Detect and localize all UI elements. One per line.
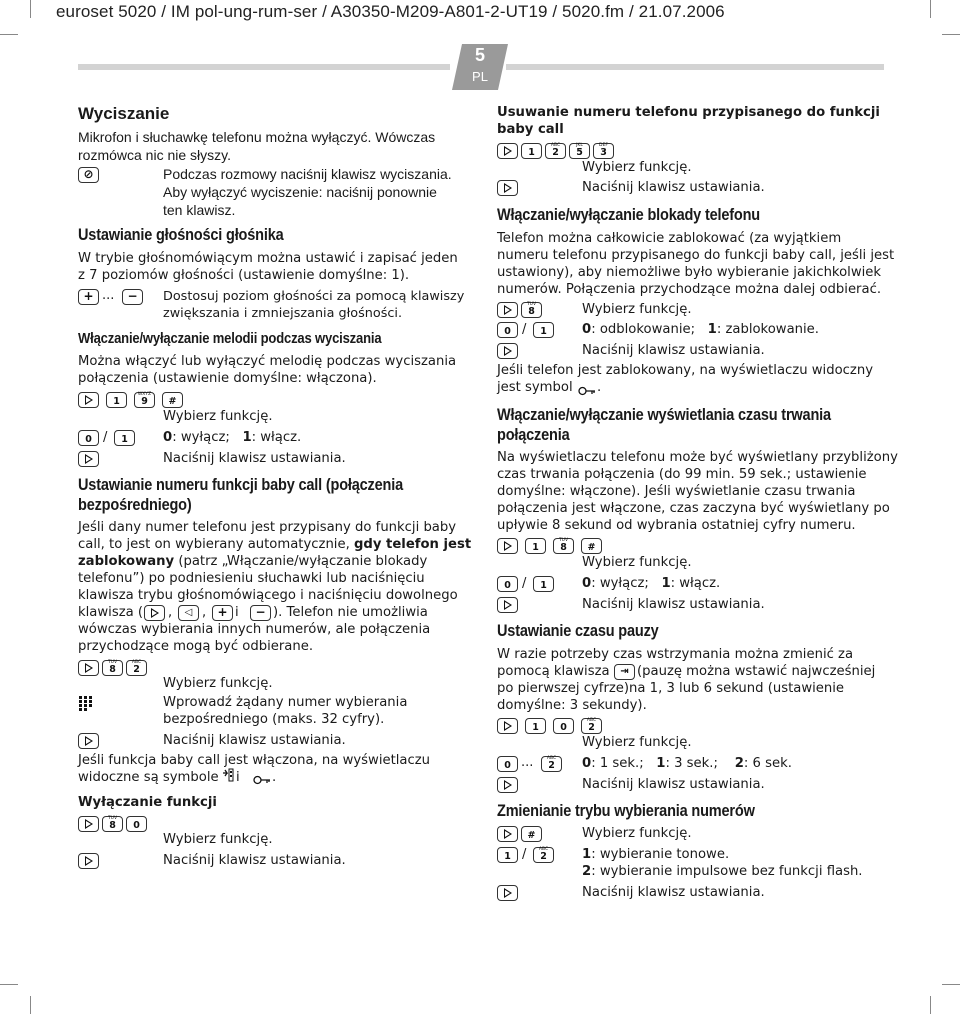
section-title-off: Wyłączanie funkcji [78,795,217,810]
text-fragment: (pauzę można wstawić najwcześniej [637,664,876,679]
menu-key [497,718,518,734]
paragraph-line: Mikrofon i słuchawkę telefonu można wyłączyć. Wówczas [78,129,436,145]
menu-key [78,451,99,467]
paragraph-line: numerów. Połączenia przychodzące można dalej odbierać. [497,282,882,297]
digit-key-0: 0 [78,430,99,446]
hash-key: # [521,826,542,842]
digit-key-1: 1 [521,143,542,159]
section-title-volume: Ustawianie głośności głośnika [78,226,284,244]
text-fragment: . [597,380,602,395]
pause-key [614,664,635,680]
paragraph-line: Na wyświetlaczu telefonu może być wyświetlany przybliżony [497,450,898,465]
digit-key-1: 1 [497,847,518,863]
page-rule-left [78,64,450,70]
step-text: Wybierz funkcję. [163,409,273,424]
minus-icon: − [127,289,138,303]
section-title-mute: Wyciszanie [78,104,170,123]
crop-mark [942,984,960,985]
digit-key-5: JKL 5 [569,143,590,159]
digit-key-2: ABC 2 [126,660,147,676]
digit-key-2: ABC 2 [581,718,602,734]
volume-up-key [212,605,233,621]
digit-key-1: 1 [533,576,554,592]
section-title-babycall-cont: bezpośredniego) [78,496,192,514]
digit-key-2: ABC 2 [533,847,554,863]
step-text: Naciśnij klawisz ustawiania. [582,777,765,792]
volume-down-key [250,605,271,621]
comma: , [202,605,207,620]
volume-up-key [78,289,99,305]
step-text: Wprowadź żądany numer wybierania [163,695,408,710]
step-text: Naciśnij klawisz ustawiania. [582,885,765,900]
digit-key-2: ABC 2 [545,143,566,159]
paragraph-line: W trybie głośnomówiącym można ustawić i zapisać jeden [78,251,458,266]
crop-mark [0,984,18,985]
step-text: Naciśnij klawisz ustawiania. [582,597,765,612]
range-dots: ... [521,755,534,770]
step-text: Naciśnij klawisz ustawiania. [163,733,346,748]
slash: / [522,322,527,337]
paragraph-line: Jeśli funkcja baby call jest włączona, na wyświetlaczu [78,753,431,768]
section-title-melody: Włączanie/wyłączanie melodii podczas wyciszania [78,331,382,347]
key-lock-icon [253,771,271,783]
paragraph-line: pomocą klawisza [497,664,610,679]
option-text: 0: wyłącz; 1: włącz. [582,576,721,591]
step-text: Wybierz funkcję. [582,735,692,750]
section-title-lock: Włączanie/wyłączanie blokady telefonu [497,206,760,224]
digit-key-8: TUV 8 [521,302,542,318]
crop-mark [30,996,31,1014]
menu-key [497,143,518,159]
digit-key-8: TUV 8 [102,816,123,832]
loudspeaker-icon: ◁ [184,607,193,618]
text-fragment: i [236,770,240,785]
step-text: Naciśnij klawisz ustawiania. [163,853,346,868]
hash-key: # [581,538,602,554]
crop-mark [930,0,931,18]
menu-key [144,605,165,621]
menu-key [497,302,518,318]
crop-mark [0,34,18,35]
key-lock-icon [578,382,596,394]
menu-key [497,777,518,793]
digit-key-1: 1 [525,718,546,734]
mute-icon: ⊘ [83,167,94,181]
menu-key [78,853,99,869]
option-text: 0: odblokowanie; 1: zablokowanie. [582,322,819,337]
pause-icon: ⇥ [620,666,629,677]
menu-key [78,816,99,832]
crop-mark [942,34,960,35]
page-rule-right [506,64,884,70]
digit-key-0: 0 [553,718,574,734]
step-text: Wybierz funkcję. [582,302,692,317]
text-fragment: ). Telefon nie umożliwia [273,605,428,620]
paragraph-line: z 7 poziomów głośności (ustawienie domyślne: 1). [78,268,410,283]
option-text: 0: 1 sek.; 1: 3 sek.; 2: 6 sek. [582,756,792,771]
running-head: euroset 5020 / IM pol-ung-rum-ser / A30350-M209-A801-2-UT19 / 5020.fm / 21.07.2006 [56,2,725,21]
section-title-babycall: Ustawianie numeru funkcji baby call (połączenia [78,476,403,494]
text-fragment: i [235,605,239,620]
section-title-remove-cont: baby call [497,122,564,137]
step-text: Naciśnij klawisz ustawiania. [582,180,765,195]
range-dots: ... [102,288,115,303]
digit-key-9: WXYZ 9 [134,392,155,408]
paragraph-line: wówczas wybierania innych numerów, ale połączenia [78,622,431,637]
menu-key [78,392,99,408]
paragraph-line: Telefon można całkowicie zablokować (za wyjątkiem [497,231,842,246]
paragraph-line: ustawiony), aby niemożliwe było wybieranie jakichkolwiek [497,265,882,280]
digit-key-0: 0 [126,816,147,832]
digit-key-8: TUV 8 [102,660,123,676]
paragraph-line: Jeśli telefon jest zablokowany, na wyświetlaczu widoczny [497,363,873,378]
paragraph-line: rozmówca nic nie słyszy. [78,147,232,163]
step-text: bezpośredniego (maks. 32 cyfry). [163,712,385,727]
paragraph-line: przychodzące mogą być odbierane. [78,639,314,654]
paragraph-line: call, to jest on wybierany automatycznie, gdy telefon jest [78,537,472,552]
menu-key [497,180,518,196]
step-text: Podczas rozmowy naciśnij klawisz wyciszania. [163,166,452,182]
menu-key [497,343,518,359]
keypad-icon [78,695,94,713]
paragraph-line: Można włączyć lub wyłączyć melodię podczas wyciszania [78,354,457,369]
digit-key-1: 1 [114,430,135,446]
minus-icon: − [255,605,266,619]
digit-key-2: ABC 2 [541,756,562,772]
option-text: 0: wyłącz; 1: włącz. [163,430,302,445]
menu-key [497,885,518,901]
step-text: Wybierz funkcję. [582,160,692,175]
section-title-remove: Usuwanie numeru telefonu przypisanego do funkcji [497,105,880,120]
page-number: 5 [474,45,485,65]
slash: / [522,847,527,862]
paragraph-line: W razie potrzeby czas wstrzymania można zmienić za [497,647,854,662]
digit-key-8: TUV 8 [553,538,574,554]
digit-key-0: 0 [497,322,518,338]
section-title-pause: Ustawianie czasu pauzy [497,622,659,640]
menu-key [497,538,518,554]
menu-key [78,733,99,749]
volume-down-key [122,289,143,305]
plus-icon: + [83,289,94,303]
paragraph-line: zablokowany (patrz „Włączanie/wyłączanie blokady [78,554,428,569]
section-title-dialmode: Zmienianie trybu wybierania numerów [497,802,755,820]
step-text: Wybierz funkcję. [582,555,692,570]
step-text: Dostosuj poziom głośności za pomocą klawiszy [163,289,465,304]
digit-key-0: 0 [497,576,518,592]
paragraph-line: domyślne: 3 sekundy). [497,698,647,713]
paragraph-line: numeru telefonu przypisanego do funkcji baby call, jeśli jest [497,248,895,263]
option-text: 2: wybieranie impulsowe bez funkcji flash. [582,864,863,879]
digit-key-1: 1 [106,392,127,408]
digit-key-1: 1 [533,322,554,338]
section-title-duration-cont: połączenia [497,426,570,444]
paragraph-line: domyślne: włączone). Jeśli wyświetlanie czasu trwania [497,484,856,499]
step-text: ten klawisz. [163,202,236,218]
comma: , [168,605,173,620]
plus-icon: + [217,605,228,619]
digit-key-0: 0 [497,756,518,772]
paragraph-line: czas trwania połączenia (do 99 min. 59 sek.; ustawienie [497,467,867,482]
mute-key [78,167,99,183]
paragraph-line: jest symbol [497,380,573,395]
page-tab [452,44,508,90]
slash: / [103,430,108,445]
paragraph-line: telefonu”) po podniesieniu słuchawki lub naciśnięciu [78,571,425,586]
paragraph-line: połączenia (ustawienie domyślne: włączona). [78,371,377,386]
hash-key: # [162,392,183,408]
crop-mark [30,0,31,18]
paragraph-line: upływie 8 sekund od wybrania ostatniej cyfry numeru. [497,518,856,533]
paragraph-line: po pierwszej cyfrze)na 1, 3 lub 6 sekund (ustawienie [497,681,845,696]
menu-key [78,660,99,676]
paragraph-line: klawisza trybu głośnomówiącego i naciśnięciu dowolnego [78,588,458,603]
step-text: Wybierz funkcję. [582,826,692,841]
digit-key-1: 1 [525,538,546,554]
slash: / [522,576,527,591]
step-text: Naciśnij klawisz ustawiania. [582,343,765,358]
digit-key-3: DEF 3 [593,143,614,159]
crop-mark [930,996,931,1014]
baby-call-icon [222,768,236,785]
menu-key [497,826,518,842]
paragraph-line: połączenia jest włączone, czas zaczyna być wyświetlany po [497,501,890,516]
step-text: zwiększania i zmniejszania głośności. [163,306,403,321]
option-text: 1: wybieranie tonowe. [582,847,730,862]
page-language: PL [472,69,488,84]
text-fragment: . [272,770,277,785]
paragraph-line: widoczne są symbole [78,770,219,785]
paragraph-line: klawisza ( [78,605,144,620]
section-title-duration: Włączanie/wyłączanie wyświetlania czasu trwania [497,406,831,424]
step-text: Naciśnij klawisz ustawiania. [163,451,346,466]
step-text: Aby wyłączyć wyciszenie: naciśnij ponownie [163,184,437,200]
step-text: Wybierz funkcję. [163,832,273,847]
step-text: Wybierz funkcję. [163,676,273,691]
paragraph-line: Jeśli dany numer telefonu jest przypisany do funkcji baby [78,520,457,535]
menu-key [497,597,518,613]
speaker-key [178,605,199,621]
